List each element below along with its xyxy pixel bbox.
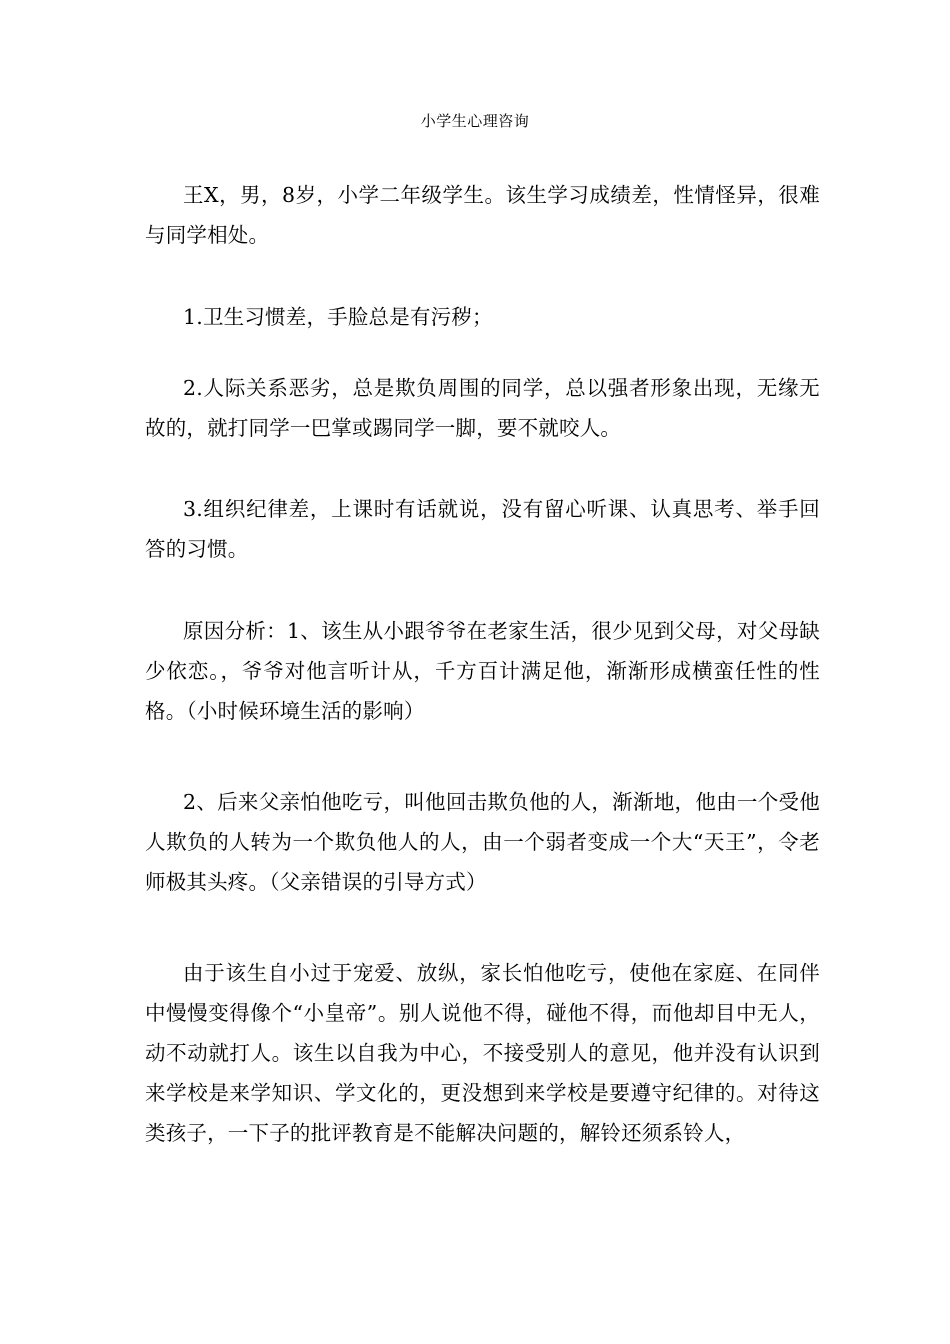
paragraph-relationships: 2.人际关系恶劣，总是欺负周围的同学，总以强者形象出现，无缘无故的，就打同学一巴掌或踢同学一脚，要不就咬人。 <box>145 376 820 440</box>
paragraph-summary: 由于该生自小过于宠爱、放纵，家长怕他吃亏，使他在家庭、在同伴中慢慢变得像个“小皇帝”。别人说他不得，碰他不得，而他却目中无人，动不动就打人。该生以自我为中心，不接受别人的意见，他并没有认识到来学校是来学知识、学文化的，更没想到来学校是要遵守纪律的。对待这类孩子，一下子的批评教育是不能解决问题的，解铃还须系铃人， <box>145 961 820 1145</box>
document-header: 小学生心理咨询 <box>420 112 530 130</box>
paragraph-hygiene: 1.卫生习惯差，手脸总是有污秽； <box>183 305 493 329</box>
paragraph-discipline: 3.组织纪律差，上课时有话就说，没有留心听课、认真思考、举手回答的习惯。 <box>145 497 820 561</box>
paragraph-cause-analysis-2: 2、后来父亲怕他吃亏，叫他回击欺负他的人，渐渐地，他由一个受他人欺负的人转为一个欺负他人的人，由一个弱者变成一个大“天王”，令老师极其头疼。（父亲错误的引导方式） <box>145 790 820 894</box>
paragraph-case-intro: 王X，男，8岁，小学二年级学生。该生学习成绩差，性情怪异，很难与同学相处。 <box>145 183 820 247</box>
paragraph-cause-analysis-1: 原因分析：1、该生从小跟爷爷在老家生活，很少见到父母，对父母缺少依恋。，爷爷对他言听计从，千方百计满足他，渐渐形成横蛮任性的性格。（小时候环境生活的影响） <box>145 619 820 723</box>
